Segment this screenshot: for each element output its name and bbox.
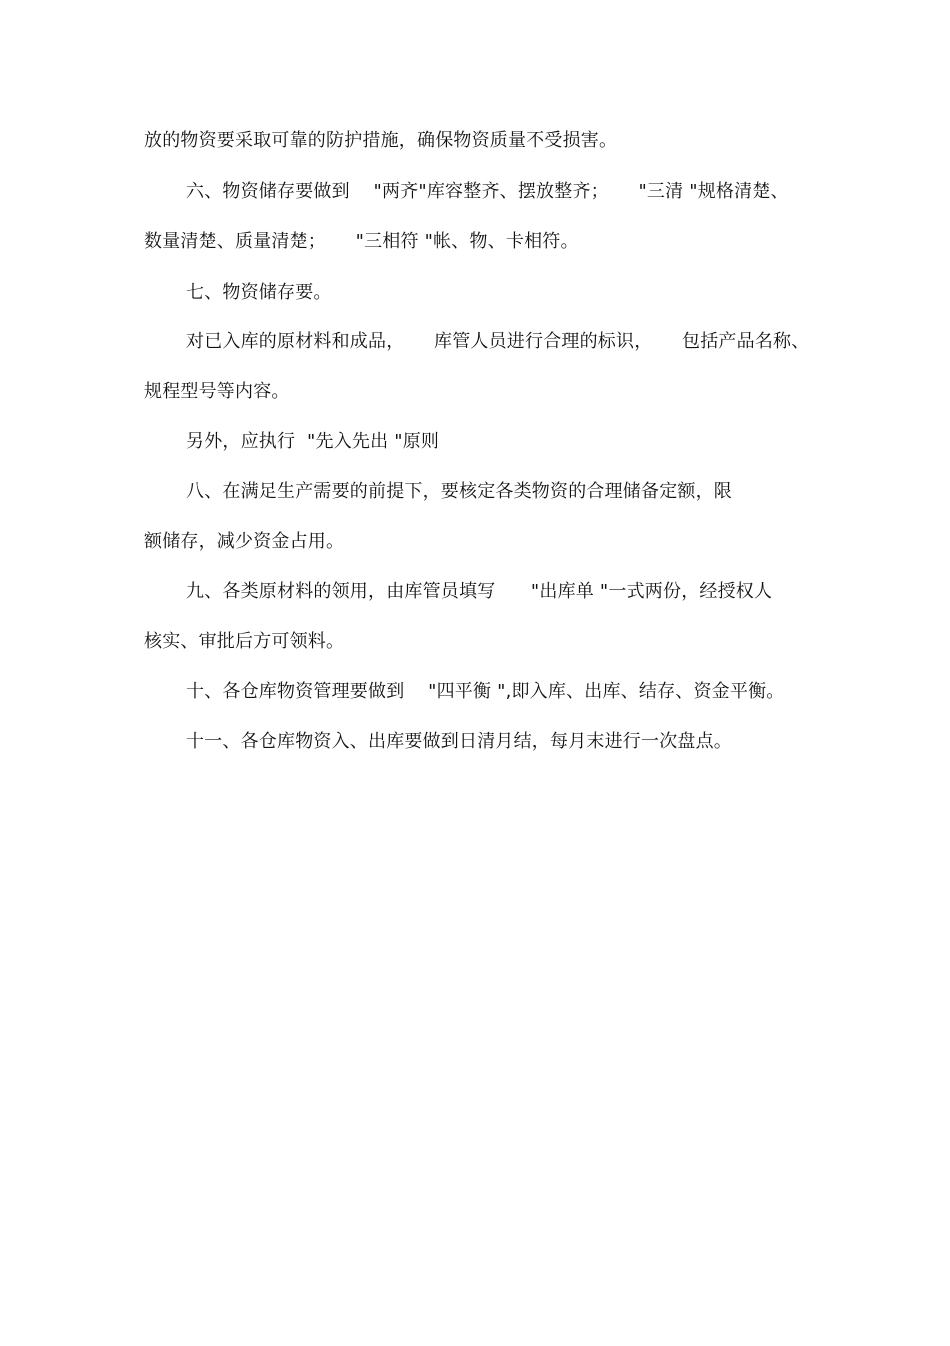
text-line: 数量清楚、质量清楚； "三相符 "帐、物、卡相符。 (144, 231, 579, 252)
text-line: 额储存，减少资金占用。 (144, 531, 345, 552)
text-line: 六、物资储存要做到 "两齐"库容整齐、摆放整齐； "三清 "规格清楚、 (186, 181, 789, 202)
text-line: 七、物资储存要。 (186, 282, 332, 303)
text-line: 八、在满足生产需要的前提下，要核定各类物资的合理储备定额，限 (186, 481, 732, 502)
text-line: 放的物资要采取可靠的防护措施，确保物资质量不受损害。 (144, 130, 618, 151)
text-line: 对已入库的原材料和成品， 库管人员进行合理的标识， 包括产品名称、 (186, 331, 810, 352)
text-line: 规程型号等内容。 (144, 381, 290, 402)
text-line: 十、各仓库物资管理要做到 "四平衡 ",即入库、出库、结存、资金平衡。 (186, 681, 785, 702)
text-line: 十一、各仓库物资入、出库要做到日清月结，每月末进行一次盘点。 (186, 731, 732, 752)
text-line: 核实、审批后方可领料。 (144, 631, 345, 652)
text-line: 九、各类原材料的领用，由库管员填写 "出库单 "一式两份，经授权人 (186, 581, 773, 602)
text-line: 另外，应执行 "先入先出 "原则 (186, 431, 440, 452)
